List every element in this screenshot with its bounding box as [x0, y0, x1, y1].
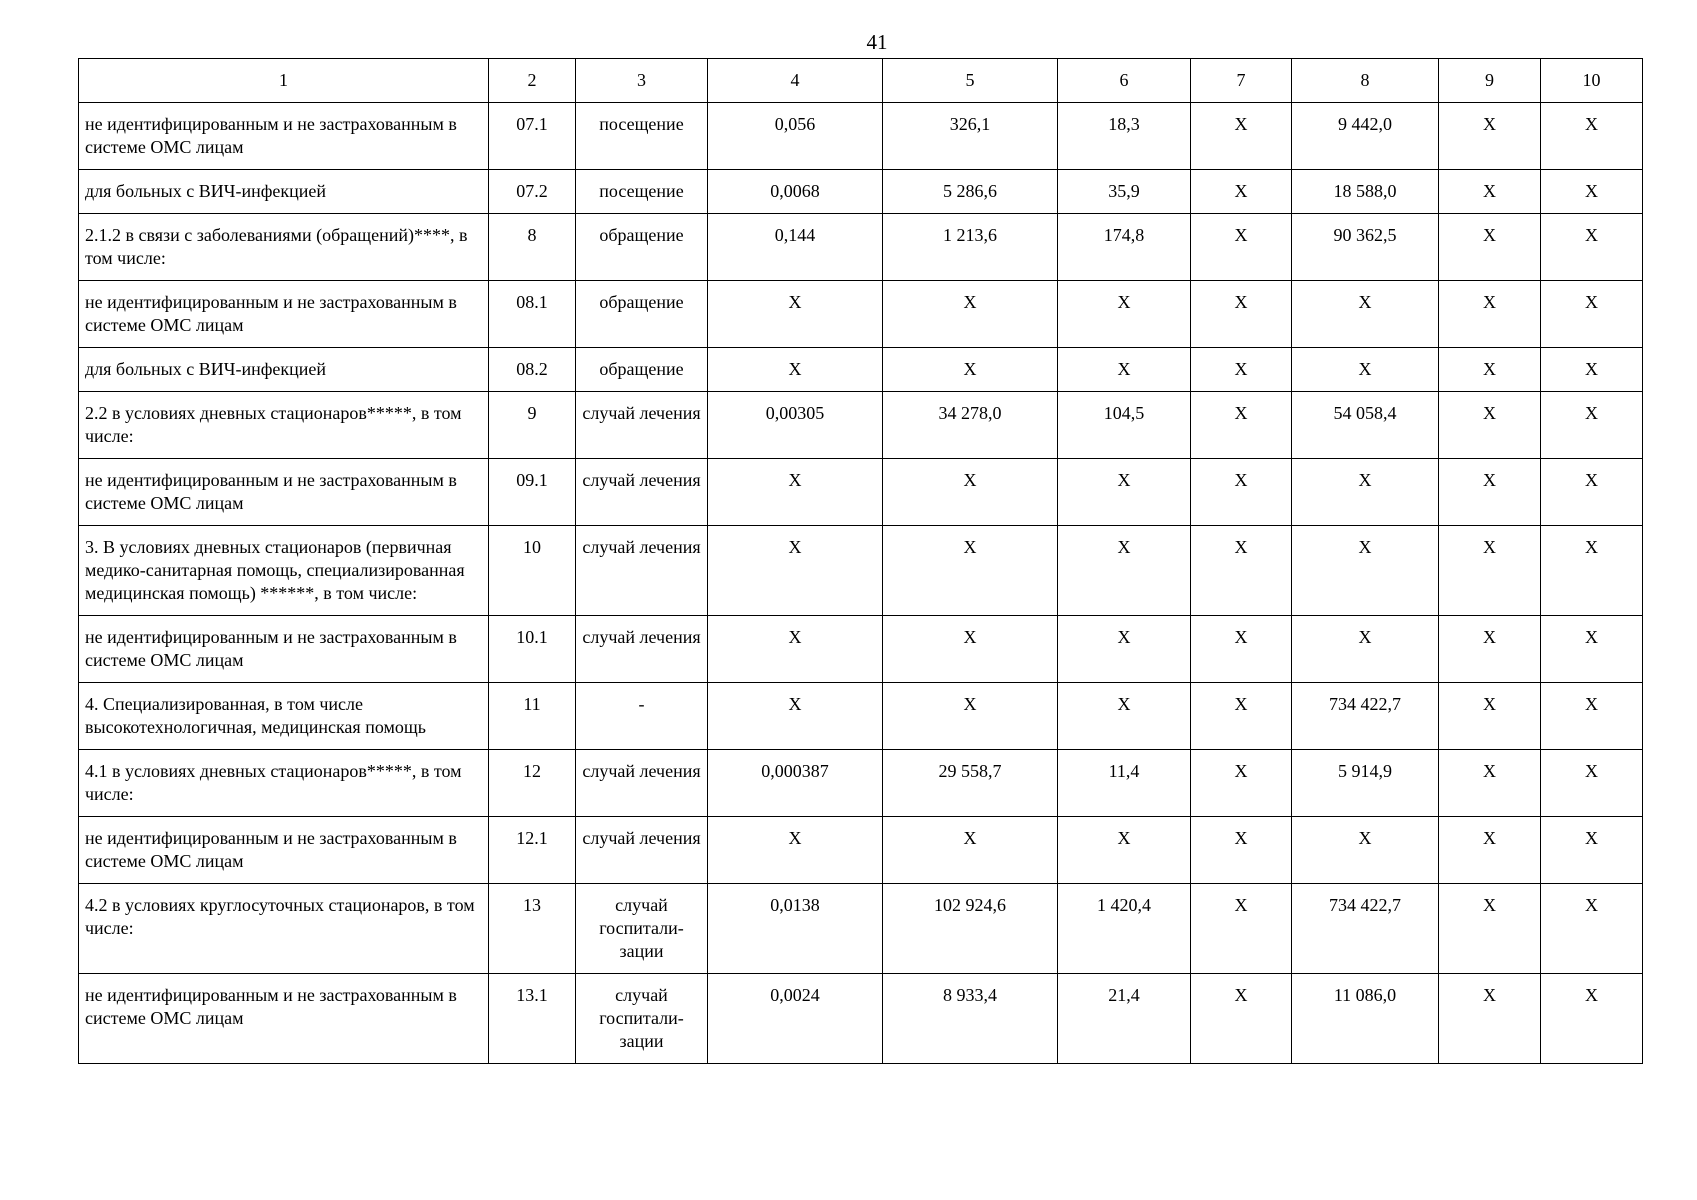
cell-col9: X	[1439, 281, 1541, 348]
cell-col6: 11,4	[1058, 750, 1191, 817]
row-code-cell: 10	[489, 526, 576, 616]
row-name-cell: для больных с ВИЧ-инфекцией	[79, 170, 489, 214]
row-code-cell: 8	[489, 214, 576, 281]
row-code-cell: 08.2	[489, 348, 576, 392]
row-code-cell: 07.1	[489, 103, 576, 170]
cell-col7: X	[1191, 348, 1292, 392]
cell-col7: X	[1191, 750, 1292, 817]
cell-col10: X	[1541, 103, 1643, 170]
cell-col4: X	[708, 348, 883, 392]
cell-col4: X	[708, 817, 883, 884]
column-header: 9	[1439, 59, 1541, 103]
cell-col8: 5 914,9	[1292, 750, 1439, 817]
row-code-cell: 12	[489, 750, 576, 817]
row-name-cell: для больных с ВИЧ-инфекцией	[79, 348, 489, 392]
column-header: 3	[576, 59, 708, 103]
cell-col6: X	[1058, 281, 1191, 348]
cell-col6: 35,9	[1058, 170, 1191, 214]
cell-col8: 734 422,7	[1292, 884, 1439, 974]
table-row	[79, 392, 1643, 459]
cell-col5: X	[883, 526, 1058, 616]
table-row	[79, 616, 1643, 683]
row-code-cell: 10.1	[489, 616, 576, 683]
cell-col10: X	[1541, 214, 1643, 281]
column-header: 6	[1058, 59, 1191, 103]
cell-col7: X	[1191, 392, 1292, 459]
row-name-cell: не идентифицированным и не застрахованным в системе ОМС лицам	[79, 459, 489, 526]
table-row	[79, 281, 1643, 348]
row-name-cell: не идентифицированным и не застрахованным в системе ОМС лицам	[79, 616, 489, 683]
column-header: 2	[489, 59, 576, 103]
column-header: 7	[1191, 59, 1292, 103]
header-row	[79, 59, 1643, 103]
cell-col9: X	[1439, 214, 1541, 281]
cell-col8: 90 362,5	[1292, 214, 1439, 281]
row-name-cell: не идентифицированным и не застрахованным в системе ОМС лицам	[79, 103, 489, 170]
cell-col6: X	[1058, 683, 1191, 750]
cell-col9: X	[1439, 103, 1541, 170]
cell-col5: 29 558,7	[883, 750, 1058, 817]
cell-col8: X	[1292, 616, 1439, 683]
cell-col6: 18,3	[1058, 103, 1191, 170]
column-header: 10	[1541, 59, 1643, 103]
table-row	[79, 817, 1643, 884]
cell-col7: X	[1191, 214, 1292, 281]
cell-col8: X	[1292, 281, 1439, 348]
cell-col6: 104,5	[1058, 392, 1191, 459]
cell-col6: 174,8	[1058, 214, 1191, 281]
row-unit-cell: случай лечения	[576, 526, 708, 616]
cell-col4: 0,000387	[708, 750, 883, 817]
row-name-cell: 3. В условиях дневных стационаров (первичная медико-санитарная помощь, специализированная медицинская помощь) ******, в том числе:	[79, 526, 489, 616]
cell-col10: X	[1541, 616, 1643, 683]
cell-col9: X	[1439, 817, 1541, 884]
row-code-cell: 12.1	[489, 817, 576, 884]
cell-col9: X	[1439, 974, 1541, 1064]
cell-col10: X	[1541, 281, 1643, 348]
row-unit-cell: случай лечения	[576, 750, 708, 817]
table-row	[79, 974, 1643, 1064]
table-row	[79, 103, 1643, 170]
cell-col9: X	[1439, 392, 1541, 459]
column-header: 1	[79, 59, 489, 103]
cell-col4: 0,0068	[708, 170, 883, 214]
cell-col5: 326,1	[883, 103, 1058, 170]
cell-col4: X	[708, 616, 883, 683]
row-name-cell: 2.1.2 в связи с заболеваниями (обращений)****, в том числе:	[79, 214, 489, 281]
cell-col9: X	[1439, 884, 1541, 974]
row-code-cell: 11	[489, 683, 576, 750]
cell-col8: 18 588,0	[1292, 170, 1439, 214]
cell-col4: 0,0024	[708, 974, 883, 1064]
table-row	[79, 884, 1643, 974]
table-row	[79, 170, 1643, 214]
cell-col5: 5 286,6	[883, 170, 1058, 214]
cell-col5: X	[883, 683, 1058, 750]
row-code-cell: 13	[489, 884, 576, 974]
cell-col8: 11 086,0	[1292, 974, 1439, 1064]
cell-col9: X	[1439, 616, 1541, 683]
row-unit-cell: случай лечения	[576, 817, 708, 884]
cell-col5: X	[883, 616, 1058, 683]
cell-col10: X	[1541, 348, 1643, 392]
cell-col5: 34 278,0	[883, 392, 1058, 459]
page-number: 41	[866, 30, 888, 54]
row-unit-cell: обращение	[576, 281, 708, 348]
cell-col7: X	[1191, 103, 1292, 170]
row-unit-cell: посещение	[576, 103, 708, 170]
cell-col10: X	[1541, 884, 1643, 974]
row-unit-cell: посещение	[576, 170, 708, 214]
cell-col4: X	[708, 526, 883, 616]
cell-col4: 0,056	[708, 103, 883, 170]
cell-col4: 0,00305	[708, 392, 883, 459]
column-header: 5	[883, 59, 1058, 103]
cell-col6: 1 420,4	[1058, 884, 1191, 974]
cell-col6: X	[1058, 616, 1191, 683]
row-unit-cell: обращение	[576, 348, 708, 392]
row-code-cell: 08.1	[489, 281, 576, 348]
cell-col4: X	[708, 459, 883, 526]
cell-col4: 0,0138	[708, 884, 883, 974]
table-row	[79, 459, 1643, 526]
cell-col5: 1 213,6	[883, 214, 1058, 281]
row-name-cell: не идентифицированным и не застрахованным в системе ОМС лицам	[79, 281, 489, 348]
table-row	[79, 750, 1643, 817]
cell-col6: X	[1058, 817, 1191, 884]
cell-col9: X	[1439, 459, 1541, 526]
row-unit-cell: случай лечения	[576, 459, 708, 526]
row-code-cell: 07.2	[489, 170, 576, 214]
cell-col10: X	[1541, 683, 1643, 750]
cell-col7: X	[1191, 683, 1292, 750]
cell-col10: X	[1541, 526, 1643, 616]
row-unit-cell: случай лечения	[576, 392, 708, 459]
cell-col10: X	[1541, 974, 1643, 1064]
row-name-cell: 4.2 в условиях круглосуточных стационаров, в том числе:	[79, 884, 489, 974]
row-code-cell: 9	[489, 392, 576, 459]
cell-col4: X	[708, 281, 883, 348]
cell-col7: X	[1191, 170, 1292, 214]
row-name-cell: не идентифицированным и не застрахованным в системе ОМС лицам	[79, 817, 489, 884]
cell-col8: X	[1292, 459, 1439, 526]
cell-col8: X	[1292, 348, 1439, 392]
row-code-cell: 09.1	[489, 459, 576, 526]
cell-col6: X	[1058, 459, 1191, 526]
cell-col5: X	[883, 459, 1058, 526]
cell-col4: X	[708, 683, 883, 750]
cell-col5: X	[883, 281, 1058, 348]
row-unit-cell: -	[576, 683, 708, 750]
column-header: 8	[1292, 59, 1439, 103]
table-row	[79, 348, 1643, 392]
row-unit-cell: случай госпитали-зации	[576, 974, 708, 1064]
cell-col10: X	[1541, 170, 1643, 214]
cell-col5: X	[883, 348, 1058, 392]
cell-col4: 0,144	[708, 214, 883, 281]
data-table	[78, 58, 1643, 1064]
cell-col6: X	[1058, 526, 1191, 616]
table-row	[79, 526, 1643, 616]
column-header: 4	[708, 59, 883, 103]
row-name-cell: 4.1 в условиях дневных стационаров*****, в том числе:	[79, 750, 489, 817]
cell-col6: 21,4	[1058, 974, 1191, 1064]
cell-col7: X	[1191, 974, 1292, 1064]
table-row	[79, 214, 1643, 281]
table-body	[79, 103, 1643, 1064]
cell-col5: X	[883, 817, 1058, 884]
cell-col9: X	[1439, 683, 1541, 750]
row-name-cell: 2.2 в условиях дневных стационаров*****, в том числе:	[79, 392, 489, 459]
cell-col7: X	[1191, 459, 1292, 526]
cell-col10: X	[1541, 817, 1643, 884]
row-name-cell: не идентифицированным и не застрахованным в системе ОМС лицам	[79, 974, 489, 1064]
cell-col7: X	[1191, 616, 1292, 683]
row-code-cell: 13.1	[489, 974, 576, 1064]
cell-col7: X	[1191, 526, 1292, 616]
cell-col8: 54 058,4	[1292, 392, 1439, 459]
cell-col8: X	[1292, 526, 1439, 616]
cell-col8: 734 422,7	[1292, 683, 1439, 750]
cell-col7: X	[1191, 281, 1292, 348]
cell-col5: 8 933,4	[883, 974, 1058, 1064]
cell-col8: X	[1292, 817, 1439, 884]
cell-col8: 9 442,0	[1292, 103, 1439, 170]
cell-col10: X	[1541, 750, 1643, 817]
cell-col9: X	[1439, 170, 1541, 214]
cell-col9: X	[1439, 526, 1541, 616]
row-unit-cell: случай лечения	[576, 616, 708, 683]
cell-col7: X	[1191, 817, 1292, 884]
row-unit-cell: случай госпитали-зации	[576, 884, 708, 974]
table-row	[79, 683, 1643, 750]
cell-col10: X	[1541, 459, 1643, 526]
cell-col9: X	[1439, 348, 1541, 392]
cell-col7: X	[1191, 884, 1292, 974]
row-name-cell: 4. Специализированная, в том числе высокотехнологичная, медицинская помощь	[79, 683, 489, 750]
row-unit-cell: обращение	[576, 214, 708, 281]
cell-col10: X	[1541, 392, 1643, 459]
cell-col9: X	[1439, 750, 1541, 817]
cell-col5: 102 924,6	[883, 884, 1058, 974]
cell-col6: X	[1058, 348, 1191, 392]
